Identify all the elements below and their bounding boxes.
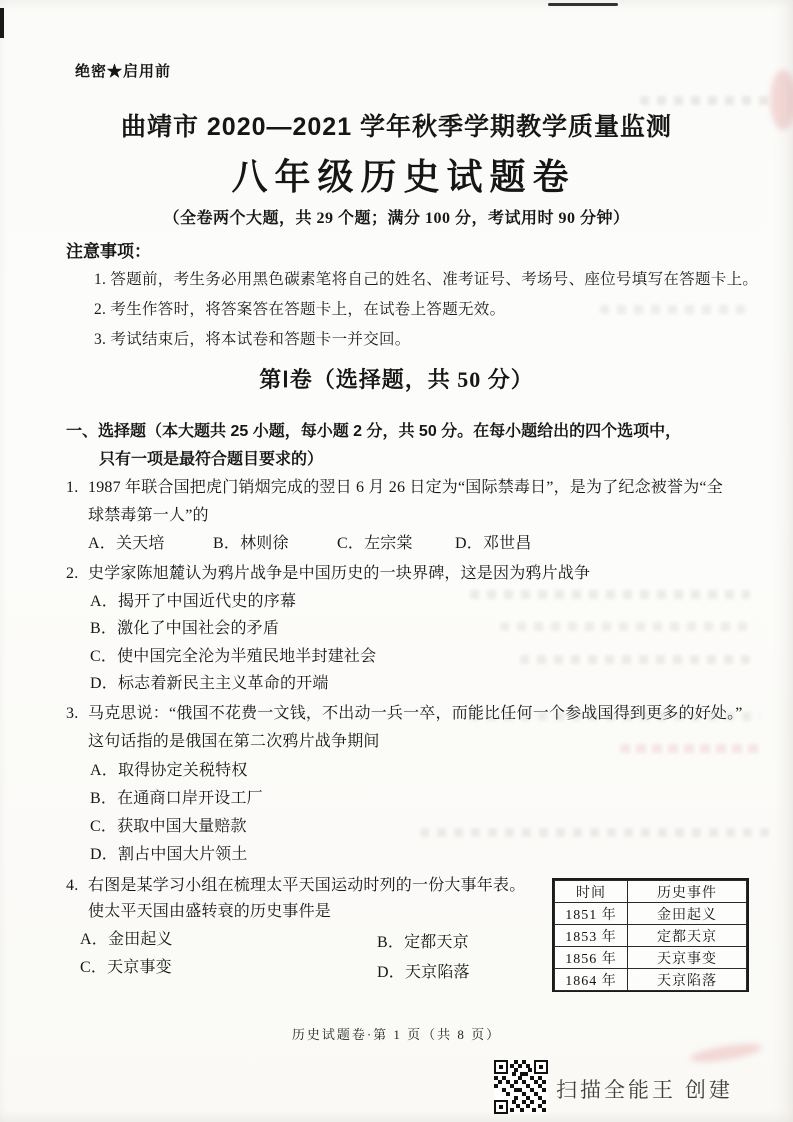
q4-events-table	[552, 878, 749, 992]
notice-item-1: 1. 答题前，考生务必用黑色碳素笔将自己的姓名、准考证号、考场号、座位号填写在答题卡上。	[94, 271, 759, 288]
question-4-option-a: A．金田起义	[80, 931, 173, 948]
bleed-through-artifact	[520, 655, 750, 664]
secrecy-label: 绝密★启用前	[75, 63, 172, 80]
question-4-option-d: D．天京陷落	[377, 964, 470, 981]
question-1-line-2: 球禁毒第一人”的	[88, 507, 209, 524]
mcq-intro-line-1: 一、选择题（本大题共 25 小题，每小题 2 分，共 50 分。在每小题给出的四个选项中，	[66, 423, 682, 440]
pink-scan-smudge	[770, 70, 793, 130]
table-cell-time: 1853 年	[555, 925, 628, 947]
table-cell-event: 金田起义	[628, 903, 747, 925]
table-cell-event: 定都天京	[628, 925, 747, 947]
notice-heading: 注意事项：	[66, 242, 151, 261]
bleed-through-artifact	[640, 96, 770, 105]
pink-scan-smudge	[689, 1040, 762, 1065]
bleed-through-artifact	[420, 828, 770, 837]
question-3-option-c: C．获取中国大量赔款	[90, 818, 247, 835]
qr-finder-icon	[494, 1100, 508, 1114]
question-1-options	[88, 530, 532, 553]
question-4-option-c: C．天京事变	[80, 959, 172, 976]
question-4-text: 右图是某学习小组在梳理太平天国运动时列的一份大事年表。	[88, 877, 526, 894]
question-2-text: 史学家陈旭麓认为鸦片战争是中国历史的一块界碑，这是因为鸦片战争	[88, 565, 591, 582]
question-4-option-b: B．定都天京	[377, 934, 469, 951]
question-1-option-b: B．林则徐	[213, 535, 289, 552]
question-3-text: 马克思说：“俄国不花费一文钱，不出动一兵一卒，而能比任何一个参战国得到更多的好处。”	[88, 705, 743, 722]
notice-item-3: 3. 考试结束后，将本试卷和答题卡一并交回。	[94, 331, 411, 348]
question-3-option-b: B．在通商口岸开设工厂	[90, 790, 263, 807]
table-cell-time: 1864 年	[555, 969, 628, 991]
part1-title: 第Ⅰ卷（选择题，共 50 分）	[259, 367, 534, 392]
scan-artifact-top-line	[548, 3, 618, 6]
question-2-option-c: C．使中国完全沦为半殖民地半封建社会	[90, 648, 377, 665]
question-3-option-d: D．割占中国大片领土	[90, 846, 248, 863]
question-3-line-2: 这句话指的是俄国在第二次鸦片战争期间	[88, 733, 380, 750]
question-1-line-1	[66, 474, 723, 497]
question-4-line-1	[66, 872, 525, 895]
table-cell-event: 天京陷落	[628, 969, 747, 991]
question-1-option-c: C．左宗棠	[337, 535, 413, 552]
question-1-option-a: A．关天培	[88, 535, 165, 552]
question-3-number: 3.	[66, 705, 79, 722]
question-4-line-2: 使太平天国由盛转衰的历史事件是	[88, 903, 332, 920]
scan-artifact-left-mark	[0, 8, 4, 38]
paper-meta: （全卷两个大题，共 29 个题；满分 100 分，考试用时 90 分钟）	[163, 210, 630, 227]
question-4-number: 4.	[66, 877, 79, 894]
question-2-number: 2.	[66, 565, 79, 582]
notice-item-2: 2. 考生作答时，将答案答在答题卡上，在试卷上答题无效。	[94, 301, 506, 318]
mcq-intro-line-2: 只有一项是最符合题目要求的）	[99, 451, 324, 468]
exam-title: 曲靖市 2020—2021 学年秋季学期教学质量监测	[120, 113, 673, 141]
question-1-number: 1.	[66, 479, 79, 496]
table-row	[555, 969, 747, 991]
footer-page-label: 历史试题卷·第 1 页（共 8 页）	[291, 1027, 502, 1042]
question-3-option-a: A．取得协定关税特权	[90, 762, 248, 779]
qr-code	[494, 1060, 548, 1114]
table-row	[555, 925, 747, 947]
table-row	[555, 947, 747, 969]
table-header-event: 历史事件	[628, 881, 747, 903]
question-1-option-d: D．邓世昌	[455, 535, 532, 552]
question-2-option-b: B．激化了中国社会的矛盾	[90, 620, 280, 637]
bleed-through-artifact	[500, 622, 750, 631]
table-cell-time: 1851 年	[555, 903, 628, 925]
bleed-through-artifact	[470, 712, 760, 721]
qr-finder-icon	[534, 1060, 548, 1074]
question-2-option-d: D．标志着新民主主义革命的开端	[90, 675, 329, 692]
question-2-line-1	[66, 560, 590, 583]
question-1-text: 1987 年联合国把虎门销烟完成的翌日 6 月 26 日定为“国际禁毒日”，是为了纪念被誉为“全	[88, 479, 723, 496]
scanner-credit: 扫描全能王 创建	[556, 1079, 733, 1102]
bleed-through-artifact	[620, 744, 760, 753]
qr-finder-icon	[494, 1060, 508, 1074]
table-cell-event: 天京事变	[628, 947, 747, 969]
bleed-through-artifact	[600, 305, 750, 314]
table-cell-time: 1856 年	[555, 947, 628, 969]
paper-title: 八年级历史试题卷	[231, 156, 576, 197]
question-2-option-a: A．揭开了中国近代史的序幕	[90, 593, 297, 610]
bleed-through-artifact	[470, 590, 750, 599]
table-header-time: 时间	[555, 881, 628, 903]
table-header-row	[555, 881, 747, 903]
table-row	[555, 903, 747, 925]
